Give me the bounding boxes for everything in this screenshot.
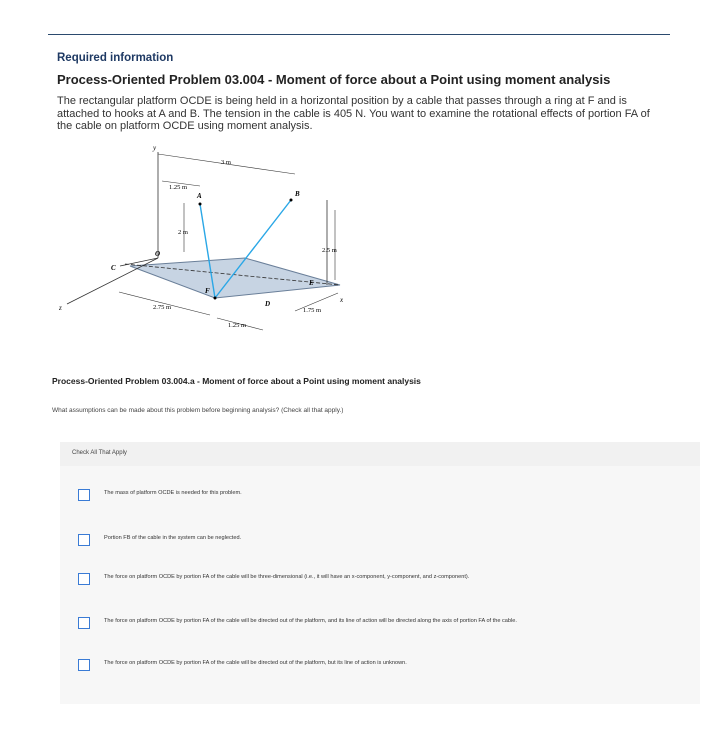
label-f: F — [205, 287, 210, 295]
dim-2m-label: 2 m — [178, 229, 188, 236]
option-label[interactable]: Portion FB of the cable in the system can be neglected. — [104, 535, 242, 541]
label-o: O — [155, 250, 161, 258]
label-e: E — [309, 279, 314, 287]
label-z: z — [59, 304, 62, 312]
dim-2-5m-label: 2.5 m — [322, 247, 337, 254]
header-divider — [48, 34, 670, 35]
part-a-subtitle: Process-Oriented Problem 03.004.a - Moment of force about a Point using moment analysis — [52, 376, 421, 386]
dim-3m-label: 3 m — [221, 159, 231, 166]
platform-ocde — [130, 258, 340, 298]
label-x: x — [340, 296, 344, 304]
option-checkbox[interactable] — [78, 534, 90, 546]
options-list — [60, 466, 700, 704]
label-d: D — [265, 300, 271, 308]
option-row[interactable] — [60, 609, 700, 637]
label-b: B — [295, 190, 300, 198]
part-a-question: What assumptions can be made about this problem before beginning analysis? (Check all that apply.) — [52, 407, 344, 414]
option-row[interactable] — [60, 481, 700, 509]
option-checkbox[interactable] — [78, 659, 90, 671]
platform-cable-figure — [45, 140, 365, 355]
option-label[interactable]: The force on platform OCDE by portion FA of the cable will be directed out of the platform, but its line of action is unknown. — [104, 660, 407, 666]
label-y: y — [153, 144, 157, 152]
figure-svg — [45, 140, 365, 355]
dim-2-75m-label: 2.75 m — [153, 304, 172, 311]
required-information-label: Required information — [57, 52, 174, 64]
option-label[interactable]: The force on platform OCDE by portion FA of the cable will be directed out of the platform, and its line of action will be directed along the axis of portion FA of the cable. — [104, 618, 517, 624]
check-all-header — [60, 442, 700, 466]
option-label[interactable]: The mass of platform OCDE is needed for this problem. — [104, 490, 242, 496]
label-c: C — [111, 264, 116, 272]
option-row[interactable] — [60, 651, 700, 679]
hook-b — [290, 199, 293, 202]
option-checkbox[interactable] — [78, 489, 90, 501]
option-row[interactable] — [60, 565, 700, 593]
option-row[interactable] — [60, 526, 700, 554]
dim-1-25m-top-label: 1.25 m — [169, 184, 188, 191]
label-a: A — [197, 192, 202, 200]
check-all-label: Check All That Apply — [72, 450, 127, 456]
dim-1-25m-bottom-label: 1.25 m — [228, 322, 247, 329]
option-checkbox[interactable] — [78, 573, 90, 585]
problem-statement: The rectangular platform OCDE is being held in a horizontal position by a cable that passes through a ring at F and is attached to hooks at A and B. The tension in the cable is 405 N. You want to examine the rotational effects of portion FA of the cable on platform OCDE using moment analysis. — [57, 95, 650, 132]
ring-f — [214, 297, 217, 300]
problem-title: Process-Oriented Problem 03.004 - Moment of force about a Point using moment analysis — [57, 72, 611, 87]
option-label[interactable]: The force on platform OCDE by portion FA of the cable will be three-dimensional (i.e., it will have an x-component, y-component, and z-component). — [104, 574, 470, 580]
option-checkbox[interactable] — [78, 617, 90, 629]
dim-1-75m-label: 1.75 m — [303, 307, 322, 314]
hook-a — [199, 203, 202, 206]
